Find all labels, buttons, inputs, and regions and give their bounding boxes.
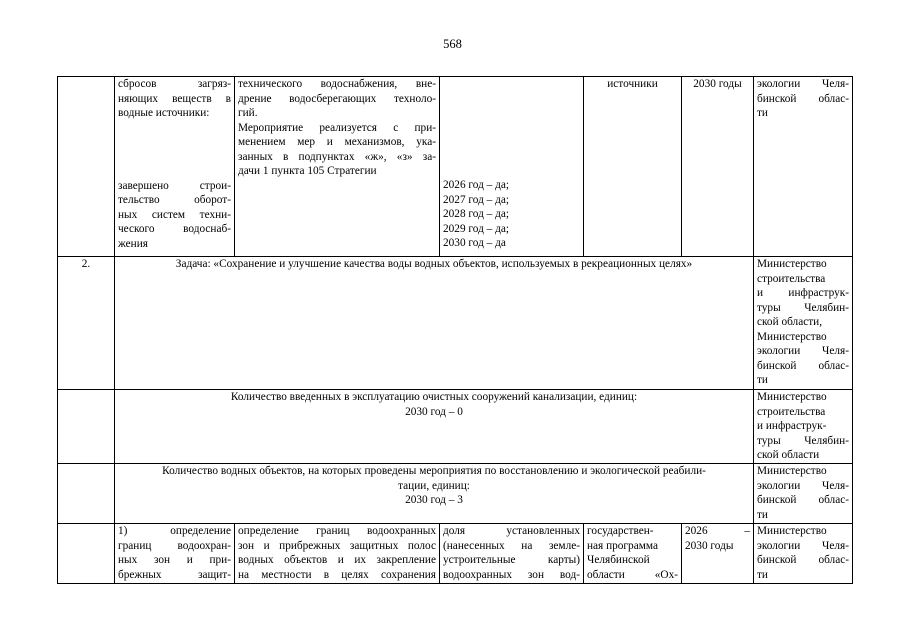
- cell-responsible: Министерство экологии Челя- бинской облас- ти: [754, 464, 853, 524]
- indicator-text: Количество введенных в эксплуатацию очистных сооружений канализации, единиц: 2030 год – 0: [115, 390, 754, 464]
- task-title: Задача: «Сохранение и улучшение качества воды водных объектов, используемых в рекреационных целях»: [115, 257, 754, 390]
- cell-responsible: Министерство строительства и инфраструк- туры Челябин- ской области: [754, 390, 853, 464]
- cell-values: 2026 год – да; 2027 год – да; 2028 год – да; 2029 год – да; 2030 год – да: [440, 77, 584, 257]
- cell-num: [58, 390, 115, 464]
- cell-num: [58, 77, 115, 257]
- cell-responsible: экологии Челя- бинской облас- ти: [754, 77, 853, 257]
- indicator-text: Количество водных объектов, на которых проведены мероприятия по восстановлению и экологической реабили- тации, единиц: 2030 год – 3: [115, 464, 754, 524]
- cell-indicator: 1) определение границ водоохран- ных зон и при- брежных защит-: [115, 524, 235, 584]
- table-row: [58, 390, 853, 464]
- cell-num: [58, 464, 115, 524]
- table-row: [58, 524, 853, 584]
- cell-source: источники: [584, 77, 682, 257]
- cell-values: доля установленных (нанесенных на земле- устроительные карты) водоохранных зон вод-: [440, 524, 584, 584]
- cell-responsible: Министерство экологии Челя- бинской облас- ти: [754, 524, 853, 584]
- table-row: [58, 77, 853, 257]
- cell-responsible: Министерство строительства и инфраструк- туры Челябин- ской области, Министерство экологии Челя- бинской облас- ти: [754, 257, 853, 390]
- table-row: [58, 257, 853, 390]
- measures-table: [57, 76, 853, 584]
- table-row: [58, 464, 853, 524]
- cell-period: 2030 годы: [682, 77, 754, 257]
- cell-indicator: сбросов загряз- няющих веществ в водные источники: завершено строи- тельство оборот- ных систем техни- ческого водоснаб- жения: [115, 77, 235, 257]
- cell-description: определение границ водоохранных зон и прибрежных защитных полос водных объектов и их закрепление на местности в целях сохранения: [235, 524, 440, 584]
- cell-num: 2.: [58, 257, 115, 390]
- cell-num: [58, 524, 115, 584]
- cell-description: технического водоснабжения, вне- дрение водосберегающих техноло- гий. Мероприятие реализуется с при- менением мер и механизмов, ука- занных в подпунктах «ж», «з» за- дачи 1 пункта 105 Стратегии: [235, 77, 440, 257]
- page-number: 568: [443, 37, 462, 51]
- cell-source: государствен- ная программа Челябинской области «Ох-: [584, 524, 682, 584]
- cell-period: 2026 – 2030 годы: [682, 524, 754, 584]
